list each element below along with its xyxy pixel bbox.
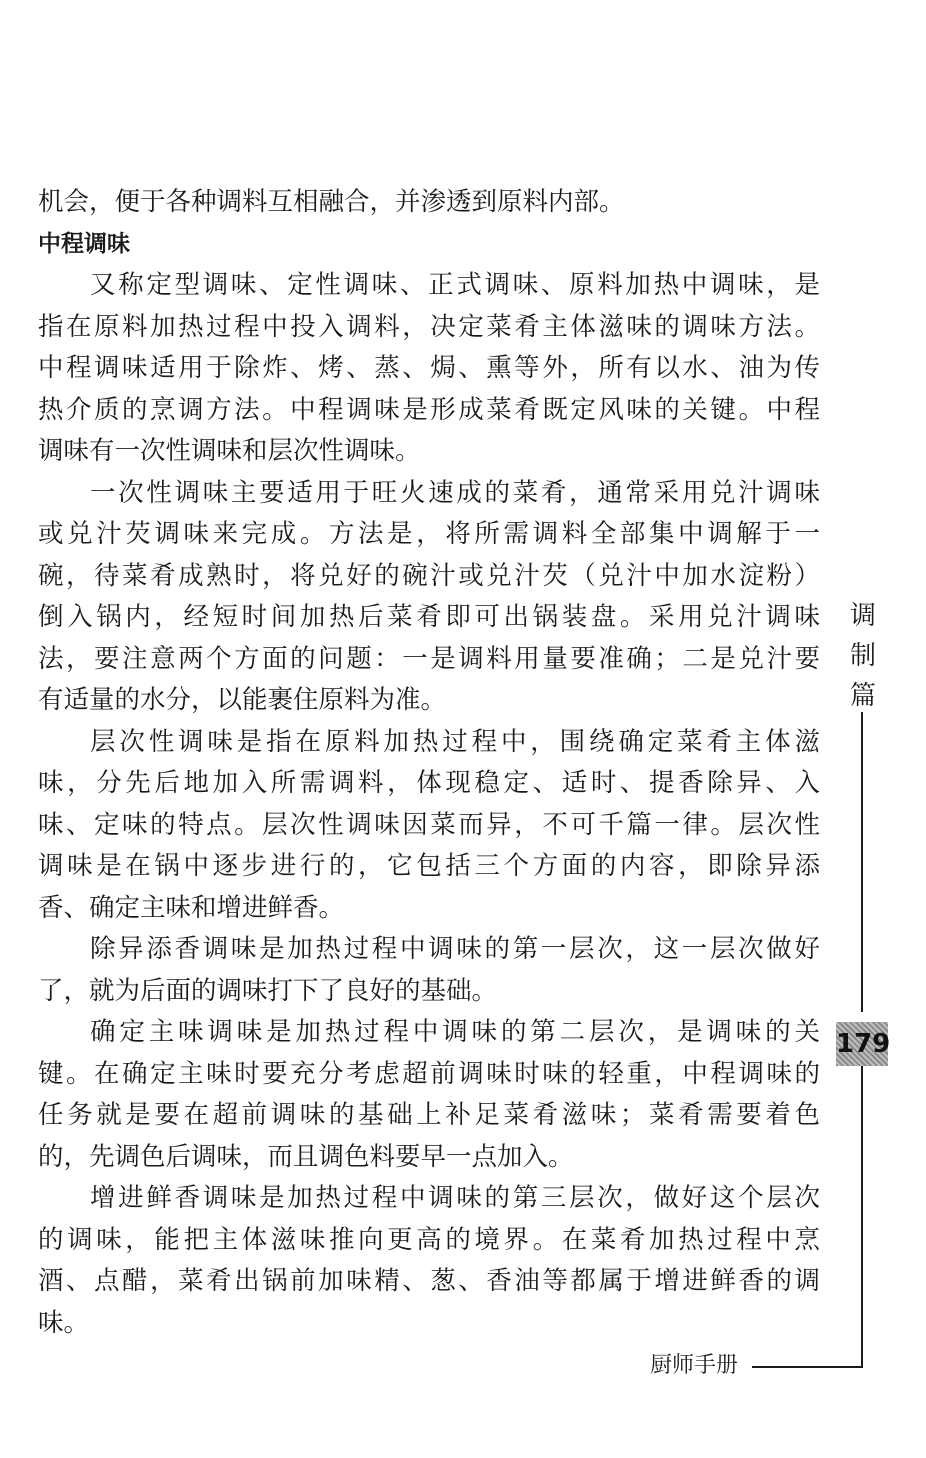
text-line: 任务就是要在超前调味的基础上补足菜肴滋味；菜肴需要着色 (38, 1100, 820, 1130)
margin-rule-upper (861, 712, 863, 1012)
text-line: 香、确定主味和增进鲜香。 (38, 892, 345, 923)
text-line: 除异添香调味是加热过程中调味的第一层次，这一层次做好 (90, 934, 820, 964)
text-line: 碗，待菜肴成熟时，将兑好的碗汁或兑汁芡（兑汁中加水淀粉） (38, 560, 820, 591)
text-line: 指在原料加热过程中投入调料，决定菜肴主体滋味的调味方法。 (38, 311, 820, 342)
text-line: 酒、点醋，菜肴出锅前加味精、葱、香油等都属于增进鲜香的调 (38, 1266, 820, 1296)
text-line: 味。 (38, 1307, 90, 1338)
section-title (846, 596, 880, 716)
text-line: 了，就为后面的调味打下了良好的基础。 (38, 975, 498, 1006)
text-line: 层次性调味是指在原料加热过程中，围绕确定菜肴主体滋 (90, 726, 820, 757)
text-line: 味、定味的特点。层次性调味因菜而异，不可千篇一律。层次性 (38, 809, 820, 840)
section-title-char: 制 (849, 641, 876, 671)
text-line: 增进鲜香调味是加热过程中调味的第三层次，做好这个层次 (90, 1183, 820, 1213)
text-line: 调味是在锅中逐步进行的，它包括三个方面的内容，即除异添 (38, 851, 820, 881)
footer-rule (752, 1366, 863, 1368)
text-line: 确定主味调味是加热过程中调味的第二层次，是调味的关 (90, 1017, 820, 1047)
text-line: 中程调味适用于除炸、烤、蒸、焗、熏等外，所有以水、油为传 (38, 353, 820, 383)
text-line: 或兑汁芡调味来完成。方法是，将所需调料全部集中调解于一 (38, 519, 820, 549)
section-title-char: 调 (849, 601, 876, 631)
margin-rule-lower (861, 1066, 863, 1368)
text-line: 键。在确定主味时要充分考虑超前调味时味的轻重，中程调味的 (38, 1058, 820, 1089)
text-line: 的调味，能把主体滋味推向更高的境界。在菜肴加热过程中烹 (38, 1224, 820, 1255)
section-title-char: 篇 (849, 681, 876, 711)
text-line: 调味有一次性调味和层次性调味。 (38, 436, 421, 466)
text-line: 有适量的水分，以能裹住原料为准。 (38, 685, 447, 715)
text-line: 机会，便于各种调料互相融合，并渗透到原料内部。 (38, 187, 625, 217)
text-line: 又称定型调味、定性调味、正式调味、原料加热中调味，是 (90, 270, 820, 300)
text-line: 的，先调色后调味，而且调色料要早一点加入。 (38, 1141, 574, 1172)
text-line: 热介质的烹调方法。中程调味是形成菜肴既定风味的关键。中程 (38, 394, 820, 425)
text-line: 味，分先后地加入所需调料，体现稳定、适时、提香除异、入 (38, 768, 820, 798)
page-number: 179 (836, 1022, 888, 1066)
text-line: 倒入锅内，经短时间加热后菜肴即可出锅装盘。采用兑汁调味 (38, 602, 820, 632)
footer-book-title: 厨师手册 (650, 1353, 739, 1378)
text-line: 法，要注意两个方面的问题：一是调料用量要准确；二是兑汁要 (38, 643, 820, 674)
section-heading: 中程调味 (38, 230, 130, 257)
page-body (38, 182, 820, 1344)
text-line: 一次性调味主要适用于旺火速成的菜肴，通常采用兑汁调味 (90, 477, 820, 508)
